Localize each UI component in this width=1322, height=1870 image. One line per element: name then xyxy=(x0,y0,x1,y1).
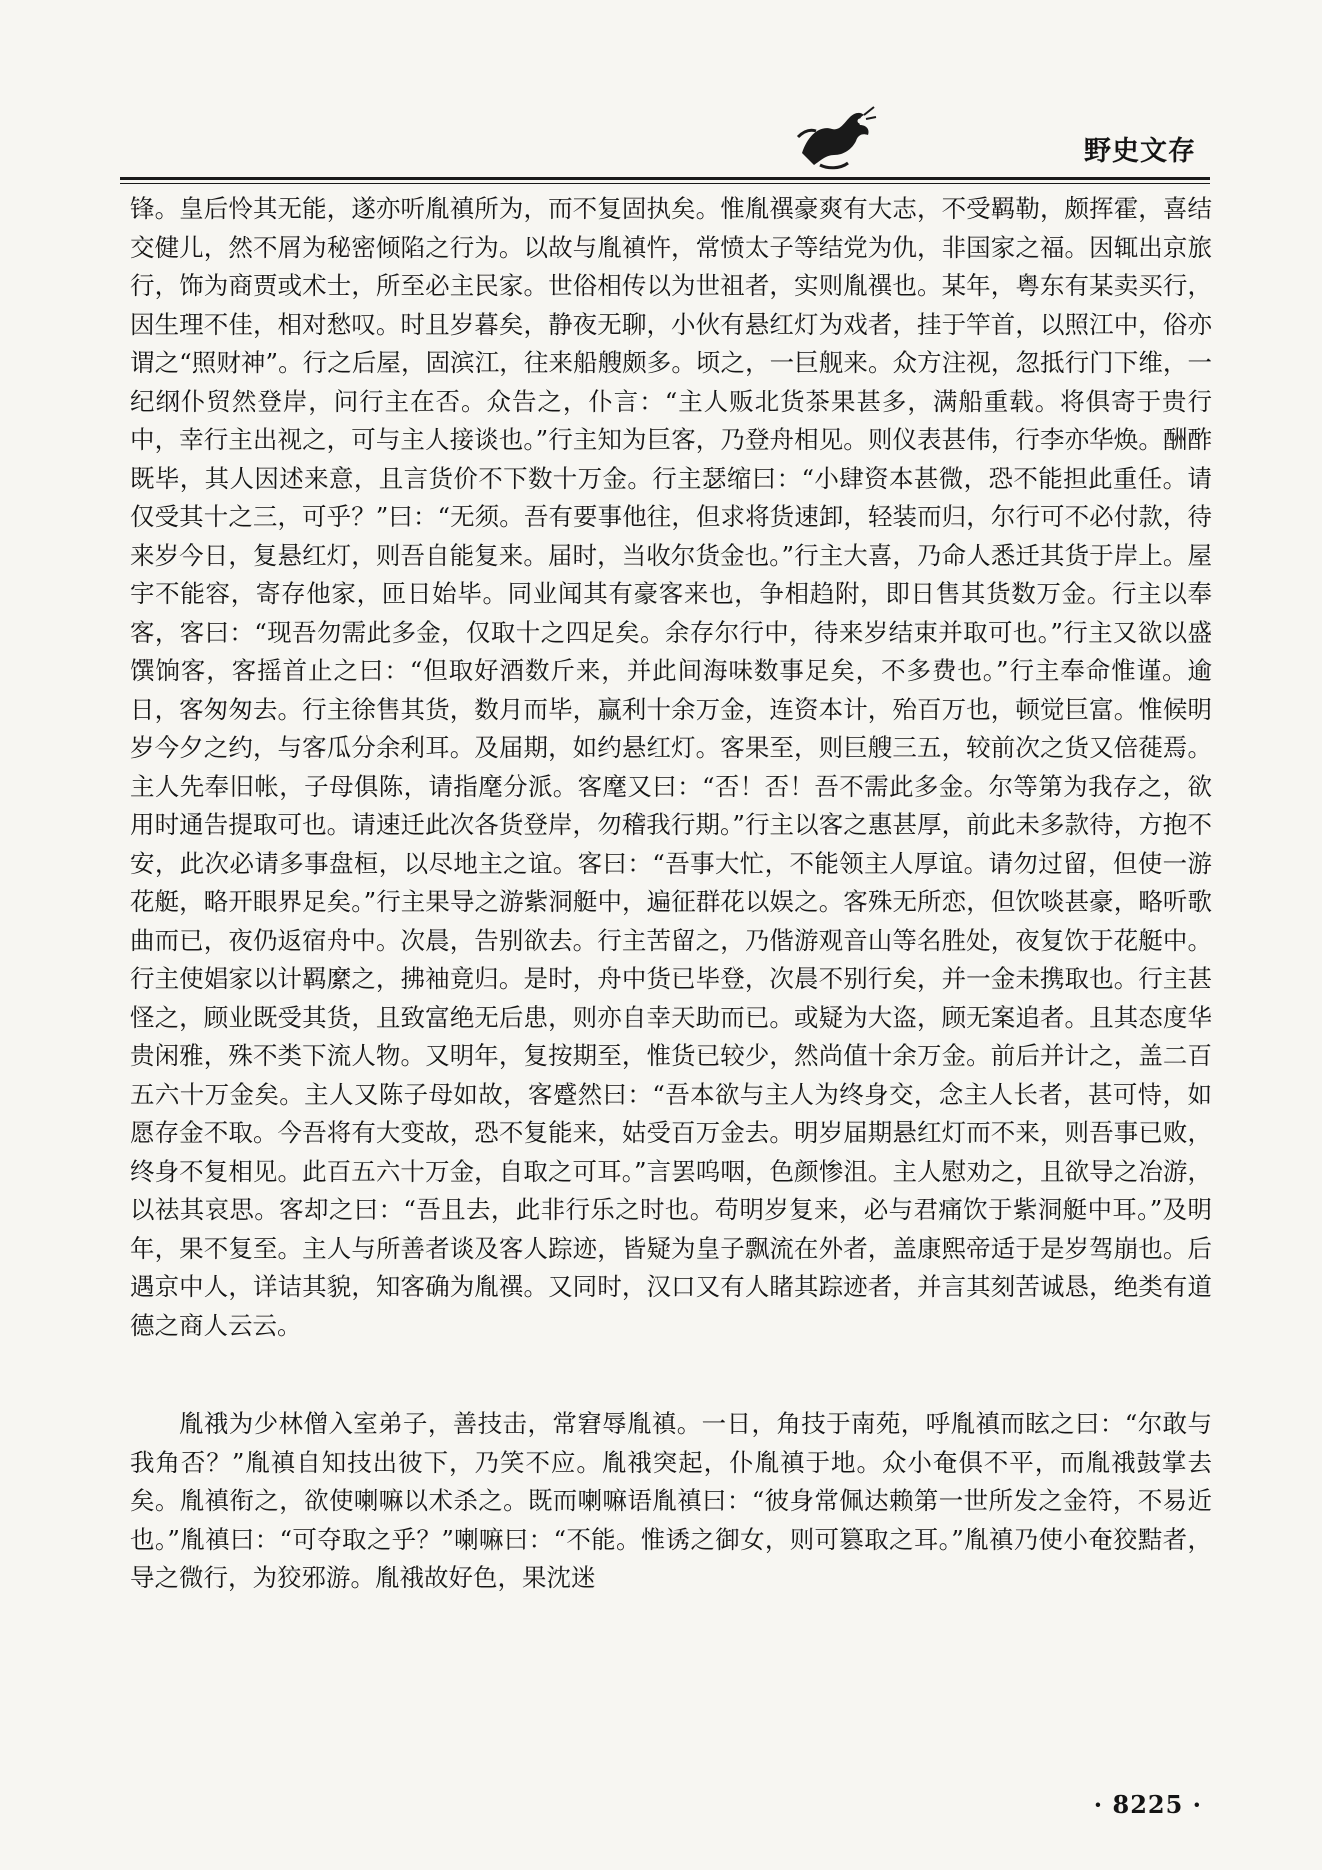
main-text xyxy=(130,190,1212,1598)
header-rule-thin xyxy=(120,183,1210,184)
paragraph-1: 锋。皇后怜其无能，遂亦听胤禛所为，而不复固执矣。惟胤禩豪爽有大志，不受羁勒，颇挥霍，喜结交健儿，然不屑为秘密倾陷之行为。以故与胤禛忤，常愤太子等结党为仇，非国家之福。因辄出京旅行，饰为商贾或术士，所至必主民家。世俗相传以为世祖者，实则胤禩也。某年，粤东有某卖买行，因生理不佳，相对愁叹。时且岁暮矣，静夜无聊，小伙有悬红灯为戏者，挂于竿首，以照江中，俗亦谓之“照财神”。行之后屋，固滨江，往来船艘颇多。顷之，一巨舰来。众方注视，忽抵行门下维，一纪纲仆贸然登岸，问行主在否。众告之，仆言：“主人贩北货茶果甚多，满船重载。将俱寄于贵行中，幸行主出视之，可与主人接谈也。”行主知为巨客，乃登舟相见。则仪表甚伟，行李亦华焕。酬酢既毕，其人因述来意，且言货价不下数十万金。行主瑟缩曰：“小肆资本甚微，恐不能担此重任。请仅受其十之三，可乎？”曰：“无须。吾有要事他往，但求将货速卸，轻装而归，尔行可不必付款，待来岁今日，复悬红灯，则吾自能复来。届时，当收尔货金也。”行主大喜，乃命人悉迁其货于岸上。屋宇不能容，寄存他家，匝日始毕。同业闻其有豪客来也，争相趋附，即日售其货数万金。行主以奉客，客曰：“现吾勿需此多金，仅取十之四足矣。余存尔行中，待来岁结束并取可也。”行主又欲以盛馔饷客，客摇首止之曰：“但取好酒数斤来，并此间海味数事足矣，不多费也。”行主奉命惟谨。逾日，客匆匆去。行主徐售其货，数月而毕，赢利十余万金，连资本计，殆百万也，顿觉巨富。惟候明岁今夕之约，与客瓜分余利耳。及届期，如约悬红灯。客果至，则巨艘三五，较前次之货又倍蓰焉。主人先奉旧帐，子母俱陈，请指麾分派。客麾又曰：“否！否！吾不需此多金。尔等第为我存之，欲用时通告提取可也。请速迁此次各货登岸，勿稽我行期。”行主以客之惠甚厚，前此未多款待，方抱不安，此次必请多事盘桓，以尽地主之谊。客曰：“吾事大忙，不能领主人厚谊。请勿过留，但使一游花艇，略开眼界足矣。”行主果导之游紫洞艇中，遍征群花以娱之。客殊无所恋，但饮啖甚豪，略听歌曲而已，夜仍返宿舟中。次晨，告别欲去。行主苦留之，乃偕游观音山等名胜处，夜复饮于花艇中。行主使娼家以计羁縻之，拂袖竟归。是时，舟中货已毕登，次晨不别行矣，并一金未携取也。行主甚怪之，顾业既受其货，且致富绝无后患，则亦自幸天助而已。或疑为大盗，顾无案追者。且其态度华贵闲雅，殊不类下流人物。又明年，复按期至，惟货已较少，然尚值十余万金。前后并计之，盖二百五六十万金矣。主人又陈子母如故，客蹙然曰：“吾本欲与主人为终身交，念主人长者，甚可恃，如愿存金不取。今吾将有大变故，恐不复能来，姑受百万金去。明岁届期悬红灯而不来，则吾事已败，终身不复相见。此百五六十万金，自取之可耳。”言罢呜咽，色颜惨沮。主人慰劝之，且欲导之冶游，以祛其哀思。客却之曰：“吾且去，此非行乐之时也。苟明岁复来，必与君痛饮于紫洞艇中耳。”及明年，果不复至。主人与所善者谈及客人踪迹，皆疑为皇子飘流在外者，盖康熙帝适于是岁驾崩也。后遇京中人，详诘其貌，知客确为胤禩。又同时，汉口又有人睹其踪迹者，并言其刻苦诚恳，绝类有道德之商人云云。 xyxy=(130,194,1212,1340)
header-rule xyxy=(120,177,1210,180)
dragon-emblem-icon xyxy=(790,95,880,175)
running-header-title: 野史文存 xyxy=(1084,136,1196,167)
page-number: · 8225 · xyxy=(1093,1790,1202,1819)
page-header xyxy=(120,95,1210,187)
paragraph-2: 胤䄉为少林僧入室弟子，善技击，常窘辱胤禛。一日，角技于南苑，呼胤禛而眩之曰：“尔敢与我角否？”胤禛自知技出彼下，乃笑不应。胤䄉突起，仆胤禛于地。众小奄俱不平，而胤䄉鼓掌去矣。胤禛衔之，欲使喇嘛以术杀之。既而喇嘛语胤禛曰：“彼身常佩达赖第一世所发之金符，不易近也。”胤禛曰：“可夺取之乎？”喇嘛曰：“不能。惟诱之御女，则可篡取之耳。”胤禛乃使小奄狡黠者，导之微行，为狡邪游。胤䄉故好色，果沈迷 xyxy=(130,1409,1212,1592)
